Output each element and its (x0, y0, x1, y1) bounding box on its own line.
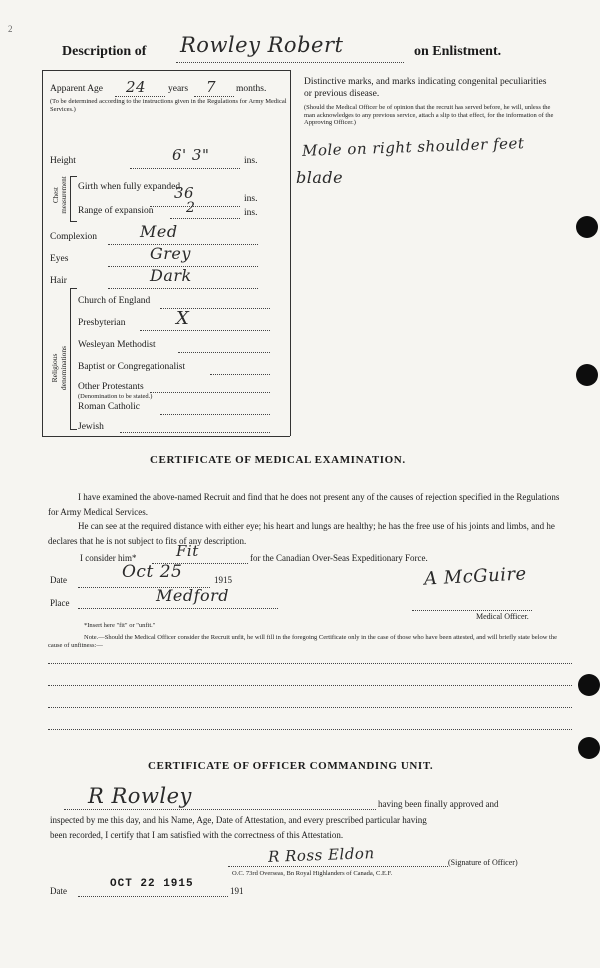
girth-label: Girth when fully expanded (78, 182, 181, 192)
punch-hole (576, 216, 598, 238)
religion-line (178, 352, 270, 353)
height-ins-label: ins. (244, 156, 258, 166)
officer-recruit-name: R Rowley (88, 784, 192, 808)
range-line (170, 218, 240, 219)
religion-item-note: (Denomination to be stated.) (78, 393, 153, 400)
apparent-age-label: Apparent Age (50, 84, 104, 94)
religion-line (210, 374, 270, 375)
medical-date-value: Oct 25 (122, 562, 183, 582)
officer-date-label: Date (50, 886, 67, 896)
corner-mark: 2 (8, 24, 13, 34)
religion-item: Baptist or Congregationalist (78, 362, 186, 372)
left-rule (42, 70, 43, 436)
header-line (176, 62, 404, 63)
medical-footnote: *Insert here "fit" or "unfit." (84, 622, 156, 629)
religion-item: Presbyterian (78, 318, 126, 328)
hair-value: Dark (150, 266, 192, 285)
medical-certificate-title: CERTIFICATE OF MEDICAL EXAMINATION. (150, 454, 406, 466)
top-rule (42, 70, 290, 71)
hair-line (108, 288, 258, 289)
unfitness-line (48, 663, 572, 664)
medical-note: Note.—Should the Medical Officer consider the Recruit unfit, he will fill in the foregoing Certificate only in the case of those who have been attested, and will briefly state below the cause of unfitness:— (48, 634, 557, 649)
hair-label: Hair (50, 276, 67, 286)
officer-certificate-title: CERTIFICATE OF OFFICER COMMANDING UNIT. (148, 760, 434, 772)
medical-officer-signature: A McGuire (423, 563, 528, 590)
religion-item: Church of England (78, 296, 151, 306)
punch-hole (576, 364, 598, 386)
eyes-label: Eyes (50, 254, 69, 264)
medical-place-value: Medford (156, 586, 230, 605)
officer-signature-line (228, 866, 448, 867)
officer-line1-suffix: having been finally approved and (378, 799, 499, 809)
religion-mark: X (176, 308, 190, 329)
religion-item: Other Protestants (78, 382, 144, 392)
eyes-value: Grey (150, 244, 191, 263)
medical-officer-line (412, 610, 532, 611)
marks-value-line1: Mole on right shoulder feet (301, 134, 525, 160)
years-label: years (168, 84, 189, 94)
girth-value: 36 (174, 184, 195, 202)
age-years-line (115, 96, 165, 97)
months-label: months. (236, 84, 267, 94)
complexion-label: Complexion (50, 232, 97, 242)
officer-date-year: 191 (230, 886, 244, 896)
marks-note: (Should the Medical Officer be of opinion that the recruit has served before, he will, unless the man acknowledges to any previous service, attach a slip to that effect, for the information of the Approving Officer.) (304, 104, 554, 126)
age-months-value: 7 (206, 78, 217, 96)
chest-measurement-label: Chest measurement (52, 176, 68, 214)
medical-place-line (78, 608, 278, 609)
officer-line3: been recorded, I certify that I am satisfied with the correctness of this Attestation. (50, 830, 344, 840)
religion-item: Jewish (78, 422, 104, 432)
officer-date-line (78, 896, 228, 897)
medical-place-label: Place (50, 598, 70, 608)
unfitness-line (48, 685, 572, 686)
chest-brace (70, 176, 77, 222)
religion-item: Roman Catholic (78, 402, 141, 412)
consider-suffix: for the Canadian Over-Seas Expeditionary Force. (250, 553, 428, 563)
height-label: Height (50, 156, 76, 166)
complexion-value: Med (140, 222, 178, 241)
officer-name-line (64, 809, 376, 810)
religion-line (160, 414, 270, 415)
range-value: 2 (186, 200, 196, 216)
religion-item: Wesleyan Methodist (78, 340, 156, 350)
consider-label: I consider him* (80, 553, 137, 563)
officer-signature-label: (Signature of Officer) (448, 858, 518, 867)
religion-line (150, 392, 270, 393)
religious-denominations-label: Religious denominations (50, 345, 68, 391)
age-note: (To be determined according to the instructions given in the Regulations for Army Medical Services.) (50, 98, 287, 113)
unfitness-line (48, 729, 572, 730)
religion-brace (70, 288, 77, 430)
religion-line (140, 330, 270, 331)
commanding-officer-signature: R Ross Eldon (267, 844, 375, 866)
range-ins-label: ins. (244, 208, 258, 218)
header-name-handwritten: Rowley Robert (180, 33, 344, 57)
medical-para-2: He can see at the required distance with either eye; his heart and lungs are healthy; he has the free use of his joints and limbs, and he declares that he is not subject to fits of any description. (48, 521, 555, 546)
height-value: 6' 3" (172, 146, 210, 164)
range-label: Range of expansion (78, 206, 154, 216)
punch-hole (578, 737, 600, 759)
unfitness-line (48, 707, 572, 708)
girth-ins-label: ins. (244, 194, 258, 204)
header-title-right: on Enlistment. (414, 44, 502, 59)
officer-line2: inspected by me this day, and his Name, Age, Date of Attestation, and every prescribed particular having (50, 815, 427, 825)
medical-date-year: 1915 (214, 575, 232, 585)
height-line (130, 168, 240, 169)
bottom-rule (42, 436, 290, 437)
punch-hole (578, 674, 600, 696)
medical-para-1: I have examined the above-named Recruit and find that he does not present any of the causes of rejection specified in the Regulations for Army Medical Services. (48, 492, 560, 517)
marks-value-line2: blade (296, 168, 344, 187)
medical-date-label: Date (50, 575, 67, 585)
medical-officer-label: Medical Officer. (476, 612, 529, 621)
column-divider (290, 70, 291, 436)
officer-date-stamp: OCT 22 1915 (110, 878, 194, 890)
religion-line (120, 432, 270, 433)
marks-heading: Distinctive marks, and marks indicating congenital peculiarities or previous disease. (304, 77, 547, 99)
consider-value: Fit (176, 542, 199, 560)
age-years-value: 24 (126, 78, 147, 96)
header-title-left: Description of (62, 44, 147, 59)
age-months-line (194, 96, 234, 97)
officer-unit-text: O.C. 73rd Overseas, Bn Royal Highlanders of Canada, C.E.F. (232, 870, 393, 877)
